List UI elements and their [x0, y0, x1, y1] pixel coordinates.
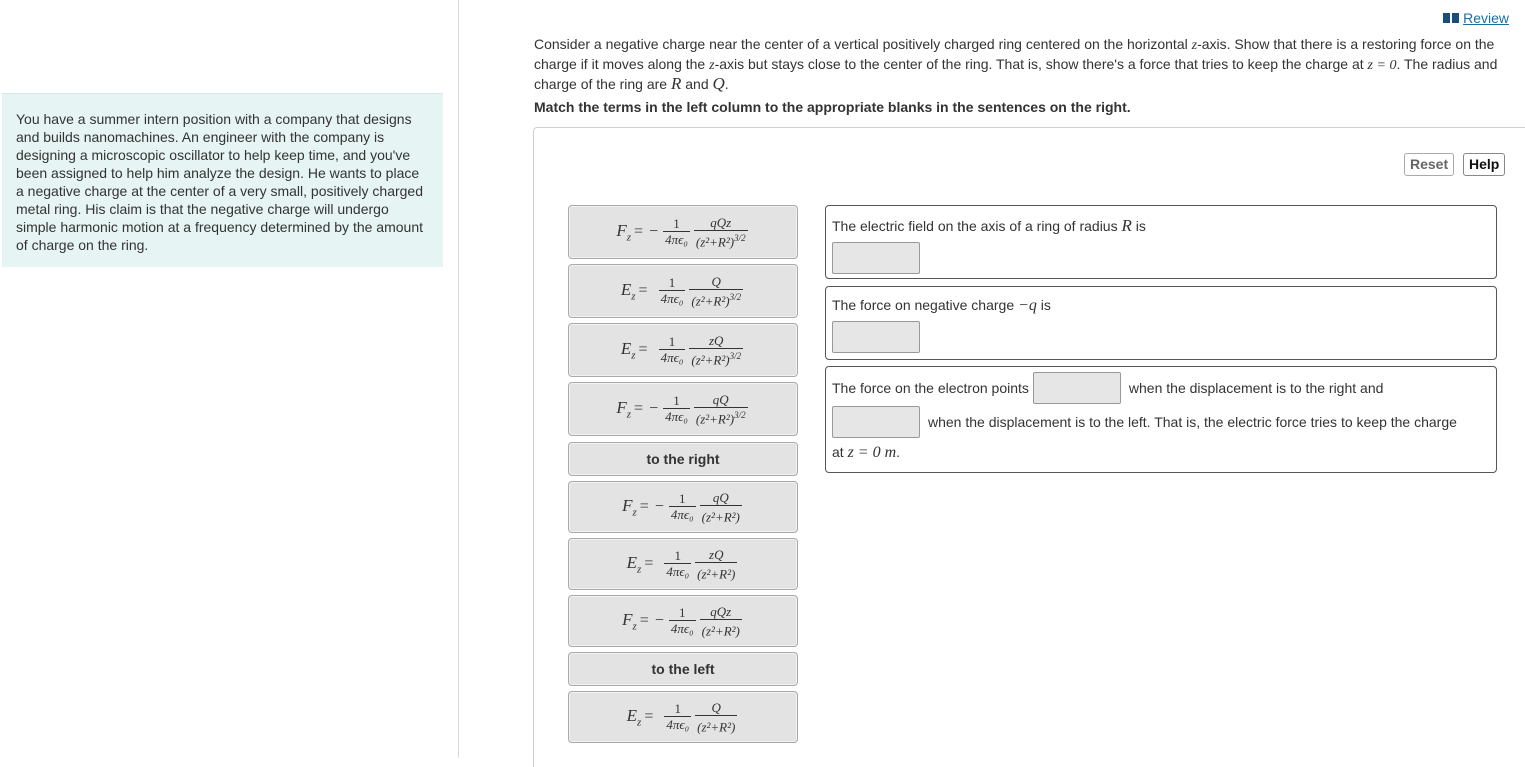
question-and: and [681, 76, 713, 92]
eq-main-fraction: $\frac{\text{qQz}}{\text{(z²+R²)}}$ [701, 603, 740, 639]
target3-text-d: at [832, 444, 848, 460]
equation [616, 392, 749, 426]
term-tile-equation[interactable] [568, 481, 798, 533]
question-part2: -axis. Show that there is a restoring force on the charge if it moves along the [534, 36, 1495, 72]
term-tile-equation[interactable] [568, 382, 798, 436]
var-Q: Q [712, 74, 725, 93]
eq-equals: = [638, 340, 648, 358]
eq-prefactor: $\frac{1}{\text{4πϵ₀}}$ [666, 701, 690, 733]
var-z: z [1191, 38, 1198, 53]
drop-zone-field[interactable] [832, 242, 920, 274]
var-R: R [1121, 216, 1132, 235]
equation [622, 490, 744, 524]
equation [621, 274, 745, 308]
term-tile-equation[interactable] [568, 264, 798, 318]
question-end: . [724, 76, 729, 92]
eq-main-fraction: $\frac{zQ}{\text{(z²+R²)}}$ [697, 546, 736, 582]
eq-prefactor: $\frac{1}{\text{4πϵ₀}}$ [670, 491, 694, 523]
eq-lhs: $F_z$ [622, 495, 637, 519]
question-part3: -axis but stays close to the center of the ring. That is, show there's a force that tries to keep the charge at [714, 56, 1368, 72]
term-label: to the left [651, 661, 715, 677]
target3-end: . [896, 444, 901, 460]
eq-sign: − [654, 611, 664, 629]
eq-prefactor: $\frac{1}{\text{4πϵ₀}}$ [660, 334, 684, 366]
review-label: Review [1463, 10, 1509, 26]
eq-lhs: $E_z$ [626, 705, 642, 729]
term-tile-text[interactable] [568, 652, 798, 686]
eq-lhs: $F_z$ [616, 397, 632, 421]
condition-z0: z = 0 [1367, 58, 1397, 73]
question-text [534, 35, 1506, 93]
eq-sign: − [649, 399, 659, 417]
eq-main-fraction: $\frac{zQ}{(z^2+R^2)^{3/2}}$ [691, 332, 742, 368]
intro-text: You have a summer intern position with a company that designs and builds nanomachines. An engineer with the company is designing a microscopic oscillator to help keep time, and you've been assigned to help him analyze the design. He wants to place a negative charge at the center of a very small, positively charged metal ring. His claim is that the negative charge will undergo simple harmonic motion at a frequency determined by the amount of charge on the ring. [16, 111, 423, 253]
target1-after: is [1131, 218, 1146, 234]
eq-main-fraction: $\frac{Q}{(z^2+R^2)^{3/2}}$ [691, 273, 742, 309]
var-neg-q: −q [1018, 297, 1037, 314]
question-part4: . The radius and charge of the ring are [534, 56, 1498, 92]
eq-lhs: $E_z$ [620, 279, 636, 303]
target-electric-field [825, 205, 1497, 279]
question-part1: Consider a negative charge near the center of a vertical positively charged ring centered on the horizontal [534, 36, 1192, 52]
eq-main-fraction: $\frac{Q}{\text{(z²+R²)}}$ [697, 699, 736, 735]
term-tile-equation[interactable] [568, 323, 798, 377]
eq-equals: = [638, 281, 648, 299]
eq-prefactor: $\frac{1}{\text{4πϵ₀}}$ [665, 393, 688, 425]
intro-panel [2, 93, 443, 267]
help-button[interactable]: Help [1463, 153, 1505, 176]
eq-prefactor: $\frac{1}{\text{4πϵ₀}}$ [665, 216, 688, 248]
var-R: R [670, 74, 682, 93]
drop-zone-force[interactable] [832, 321, 920, 353]
column-divider [458, 0, 459, 758]
term-label: to the right [646, 451, 720, 467]
term-tile-text[interactable] [568, 442, 798, 476]
equation [627, 547, 740, 581]
equation [627, 700, 740, 734]
eq-lhs: $E_z$ [626, 552, 642, 576]
target2-after: is [1036, 297, 1051, 313]
var-z: z [709, 58, 715, 73]
equation [616, 215, 749, 249]
target3-text-b: when the displacement is to the right and [1128, 380, 1384, 396]
target-direction [825, 366, 1497, 473]
condition-z0m: z = 0 m [847, 444, 897, 461]
equation [621, 333, 745, 367]
eq-main-fraction: $\frac{qQ}{(z^2+R^2)^{3/2}}$ [695, 391, 746, 427]
target2-text: The force on negative charge [832, 297, 1019, 313]
eq-prefactor: $\frac{1}{\text{4πϵ₀}}$ [666, 548, 690, 580]
term-tile-equation[interactable] [568, 595, 798, 647]
eq-sign: − [649, 222, 659, 240]
reset-button[interactable]: Reset [1404, 153, 1454, 176]
drop-zone-right[interactable] [1033, 372, 1121, 404]
target3-text-a: The force on the electron points [832, 380, 1029, 396]
term-tile-equation[interactable] [568, 205, 798, 259]
book-icon [1443, 12, 1459, 24]
eq-lhs: $E_z$ [620, 338, 636, 362]
eq-lhs: $F_z$ [616, 220, 632, 244]
target1-text: The electric field on the axis of a ring of radius [832, 218, 1122, 234]
eq-prefactor: $\frac{1}{\text{4πϵ₀}}$ [660, 275, 684, 307]
review-link[interactable] [1443, 10, 1509, 26]
eq-main-fraction: $\frac{\text{qQz}}{(z^2+R^2)^{3/2}}$ [695, 214, 746, 250]
target-force [825, 286, 1497, 360]
eq-main-fraction: $\frac{qQ}{\text{(z²+R²)}}$ [701, 489, 740, 525]
eq-equals: = [634, 222, 644, 240]
eq-equals: = [644, 707, 654, 725]
instruction-text: Match the terms in the left column to the appropriate blanks in the sentences on the right. [534, 99, 1131, 115]
eq-equals: = [644, 554, 654, 572]
equation [622, 604, 744, 638]
term-tile-equation[interactable] [568, 691, 798, 743]
drop-zone-left[interactable] [832, 406, 920, 438]
eq-lhs: $F_z$ [622, 609, 637, 633]
eq-equals: = [634, 399, 644, 417]
target3-text-c: when the displacement is to the left. That is, the electric force tries to keep the charge [928, 414, 1457, 430]
eq-equals: = [639, 497, 649, 515]
term-tile-equation[interactable] [568, 538, 798, 590]
eq-equals: = [639, 611, 649, 629]
eq-prefactor: $\frac{1}{\text{4πϵ₀}}$ [670, 605, 694, 637]
eq-sign: − [654, 497, 664, 515]
